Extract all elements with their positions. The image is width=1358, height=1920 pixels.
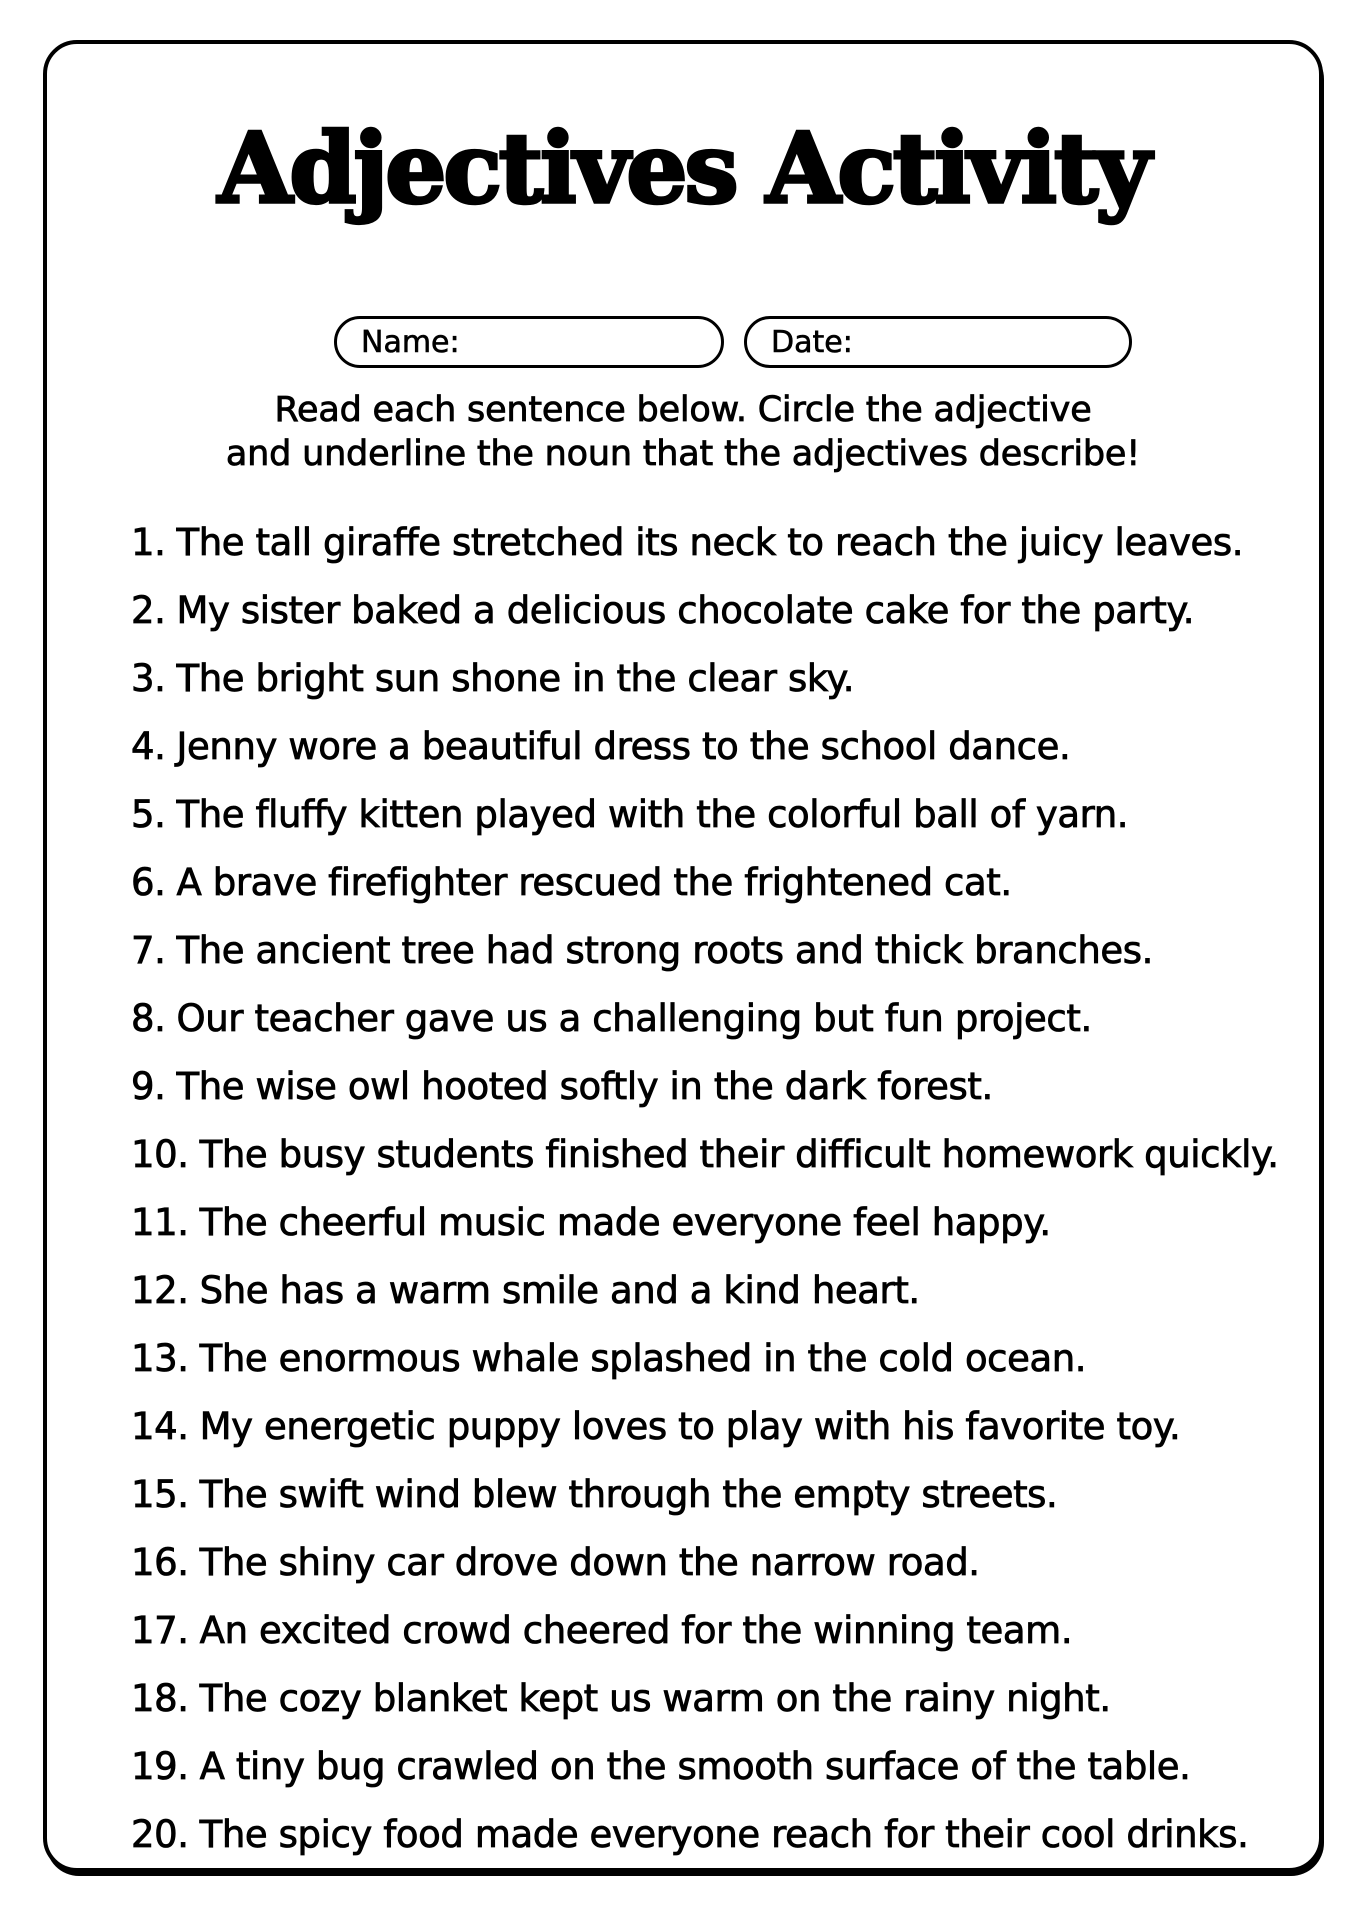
sentence-text: The tall giraffe stretched its neck to reach the juicy leaves. — [176, 520, 1244, 564]
sentence-text: A brave firefighter rescued the frightened cat. — [176, 860, 1012, 904]
sentence-text: Jenny wore a beautiful dress to the school dance. — [176, 724, 1071, 768]
sentence-text: The cheerful music made everyone feel happy. — [199, 1200, 1051, 1244]
sentence-item — [131, 916, 1275, 984]
date-field-label: Date: — [771, 324, 853, 360]
sentence-item — [131, 1596, 1275, 1664]
page-title: Adjectives Activity — [217, 112, 1149, 225]
sentence-item — [131, 1052, 1275, 1120]
sentence-number: 11. — [131, 1200, 189, 1244]
sentence-number: 20. — [131, 1812, 189, 1856]
sentence-text: Our teacher gave us a challenging but fun project. — [176, 996, 1092, 1040]
instructions-line-2: and underline the noun that the adjectives describe! — [225, 434, 1141, 474]
sentence-text: My sister baked a delicious chocolate cake for the party. — [176, 588, 1195, 632]
sentence-item — [131, 576, 1275, 644]
worksheet-border-frame — [43, 40, 1323, 1872]
name-input[interactable] — [460, 319, 721, 365]
sentence-number: 17. — [131, 1608, 189, 1652]
sentence-text: A tiny bug crawled on the smooth surface of the table. — [199, 1744, 1191, 1788]
sentence-number: 9. — [131, 1064, 166, 1108]
sentence-item — [131, 1732, 1275, 1800]
date-input[interactable] — [853, 319, 1129, 365]
sentence-number: 6. — [131, 860, 166, 904]
instructions-line-1: Read each sentence below. Circle the adjective — [274, 390, 1092, 430]
sentence-number: 2. — [131, 588, 166, 632]
name-field[interactable] — [334, 316, 724, 368]
sentence-item — [131, 1460, 1275, 1528]
sentence-text: The cozy blanket kept us warm on the rainy night. — [199, 1676, 1111, 1720]
sentence-item — [131, 1188, 1275, 1256]
name-date-row — [334, 316, 1132, 368]
sentence-item — [131, 1800, 1275, 1868]
sentence-text: The enormous whale splashed in the cold ocean. — [199, 1336, 1087, 1380]
sentence-number: 13. — [131, 1336, 189, 1380]
sentence-text: The bright sun shone in the clear sky. — [176, 656, 855, 700]
sentence-item — [131, 712, 1275, 780]
sentence-number: 12. — [131, 1268, 189, 1312]
sentence-text: An excited crowd cheered for the winning team. — [199, 1608, 1073, 1652]
sentence-text: The swift wind blew through the empty streets. — [199, 1472, 1058, 1516]
sentence-item — [131, 1664, 1275, 1732]
sentence-number: 14. — [131, 1404, 189, 1448]
sentence-item — [131, 508, 1275, 576]
name-field-label: Name: — [361, 324, 460, 360]
sentence-number: 4. — [131, 724, 166, 768]
sentence-list — [131, 508, 1279, 1868]
sentence-text: She has a warm smile and a kind heart. — [199, 1268, 920, 1312]
sentence-item — [131, 1256, 1275, 1324]
sentence-text: The spicy food made everyone reach for their cool drinks. — [199, 1812, 1249, 1856]
sentence-number: 8. — [131, 996, 166, 1040]
sentence-text: The ancient tree had strong roots and thick branches. — [176, 928, 1153, 972]
sentence-number: 1. — [131, 520, 166, 564]
sentence-number: 10. — [131, 1132, 189, 1176]
sentence-item — [131, 1120, 1279, 1188]
sentence-text: The wise owl hooted softly in the dark forest. — [176, 1064, 993, 1108]
sentence-text: My energetic puppy loves to play with his favorite toy. — [199, 1404, 1181, 1448]
sentence-text: The fluffy kitten played with the colorful ball of yarn. — [176, 792, 1129, 836]
sentence-number: 18. — [131, 1676, 189, 1720]
sentence-number: 7. — [131, 928, 166, 972]
sentence-item — [131, 1324, 1275, 1392]
sentence-number: 16. — [131, 1540, 189, 1584]
sentence-number: 19. — [131, 1744, 189, 1788]
sentence-number: 5. — [131, 792, 166, 836]
sentence-item — [131, 780, 1275, 848]
sentence-number: 15. — [131, 1472, 189, 1516]
sentence-item — [131, 644, 1275, 712]
sentence-number: 3. — [131, 656, 166, 700]
sentence-text: The busy students finished their difficult homework quickly. — [199, 1132, 1279, 1176]
date-field[interactable] — [744, 316, 1132, 368]
sentence-item — [131, 984, 1275, 1052]
sentence-item — [131, 1528, 1275, 1596]
sentence-text: The shiny car drove down the narrow road. — [199, 1540, 980, 1584]
sentence-item — [131, 848, 1275, 916]
instructions — [47, 388, 1319, 476]
sentence-item — [131, 1392, 1275, 1460]
